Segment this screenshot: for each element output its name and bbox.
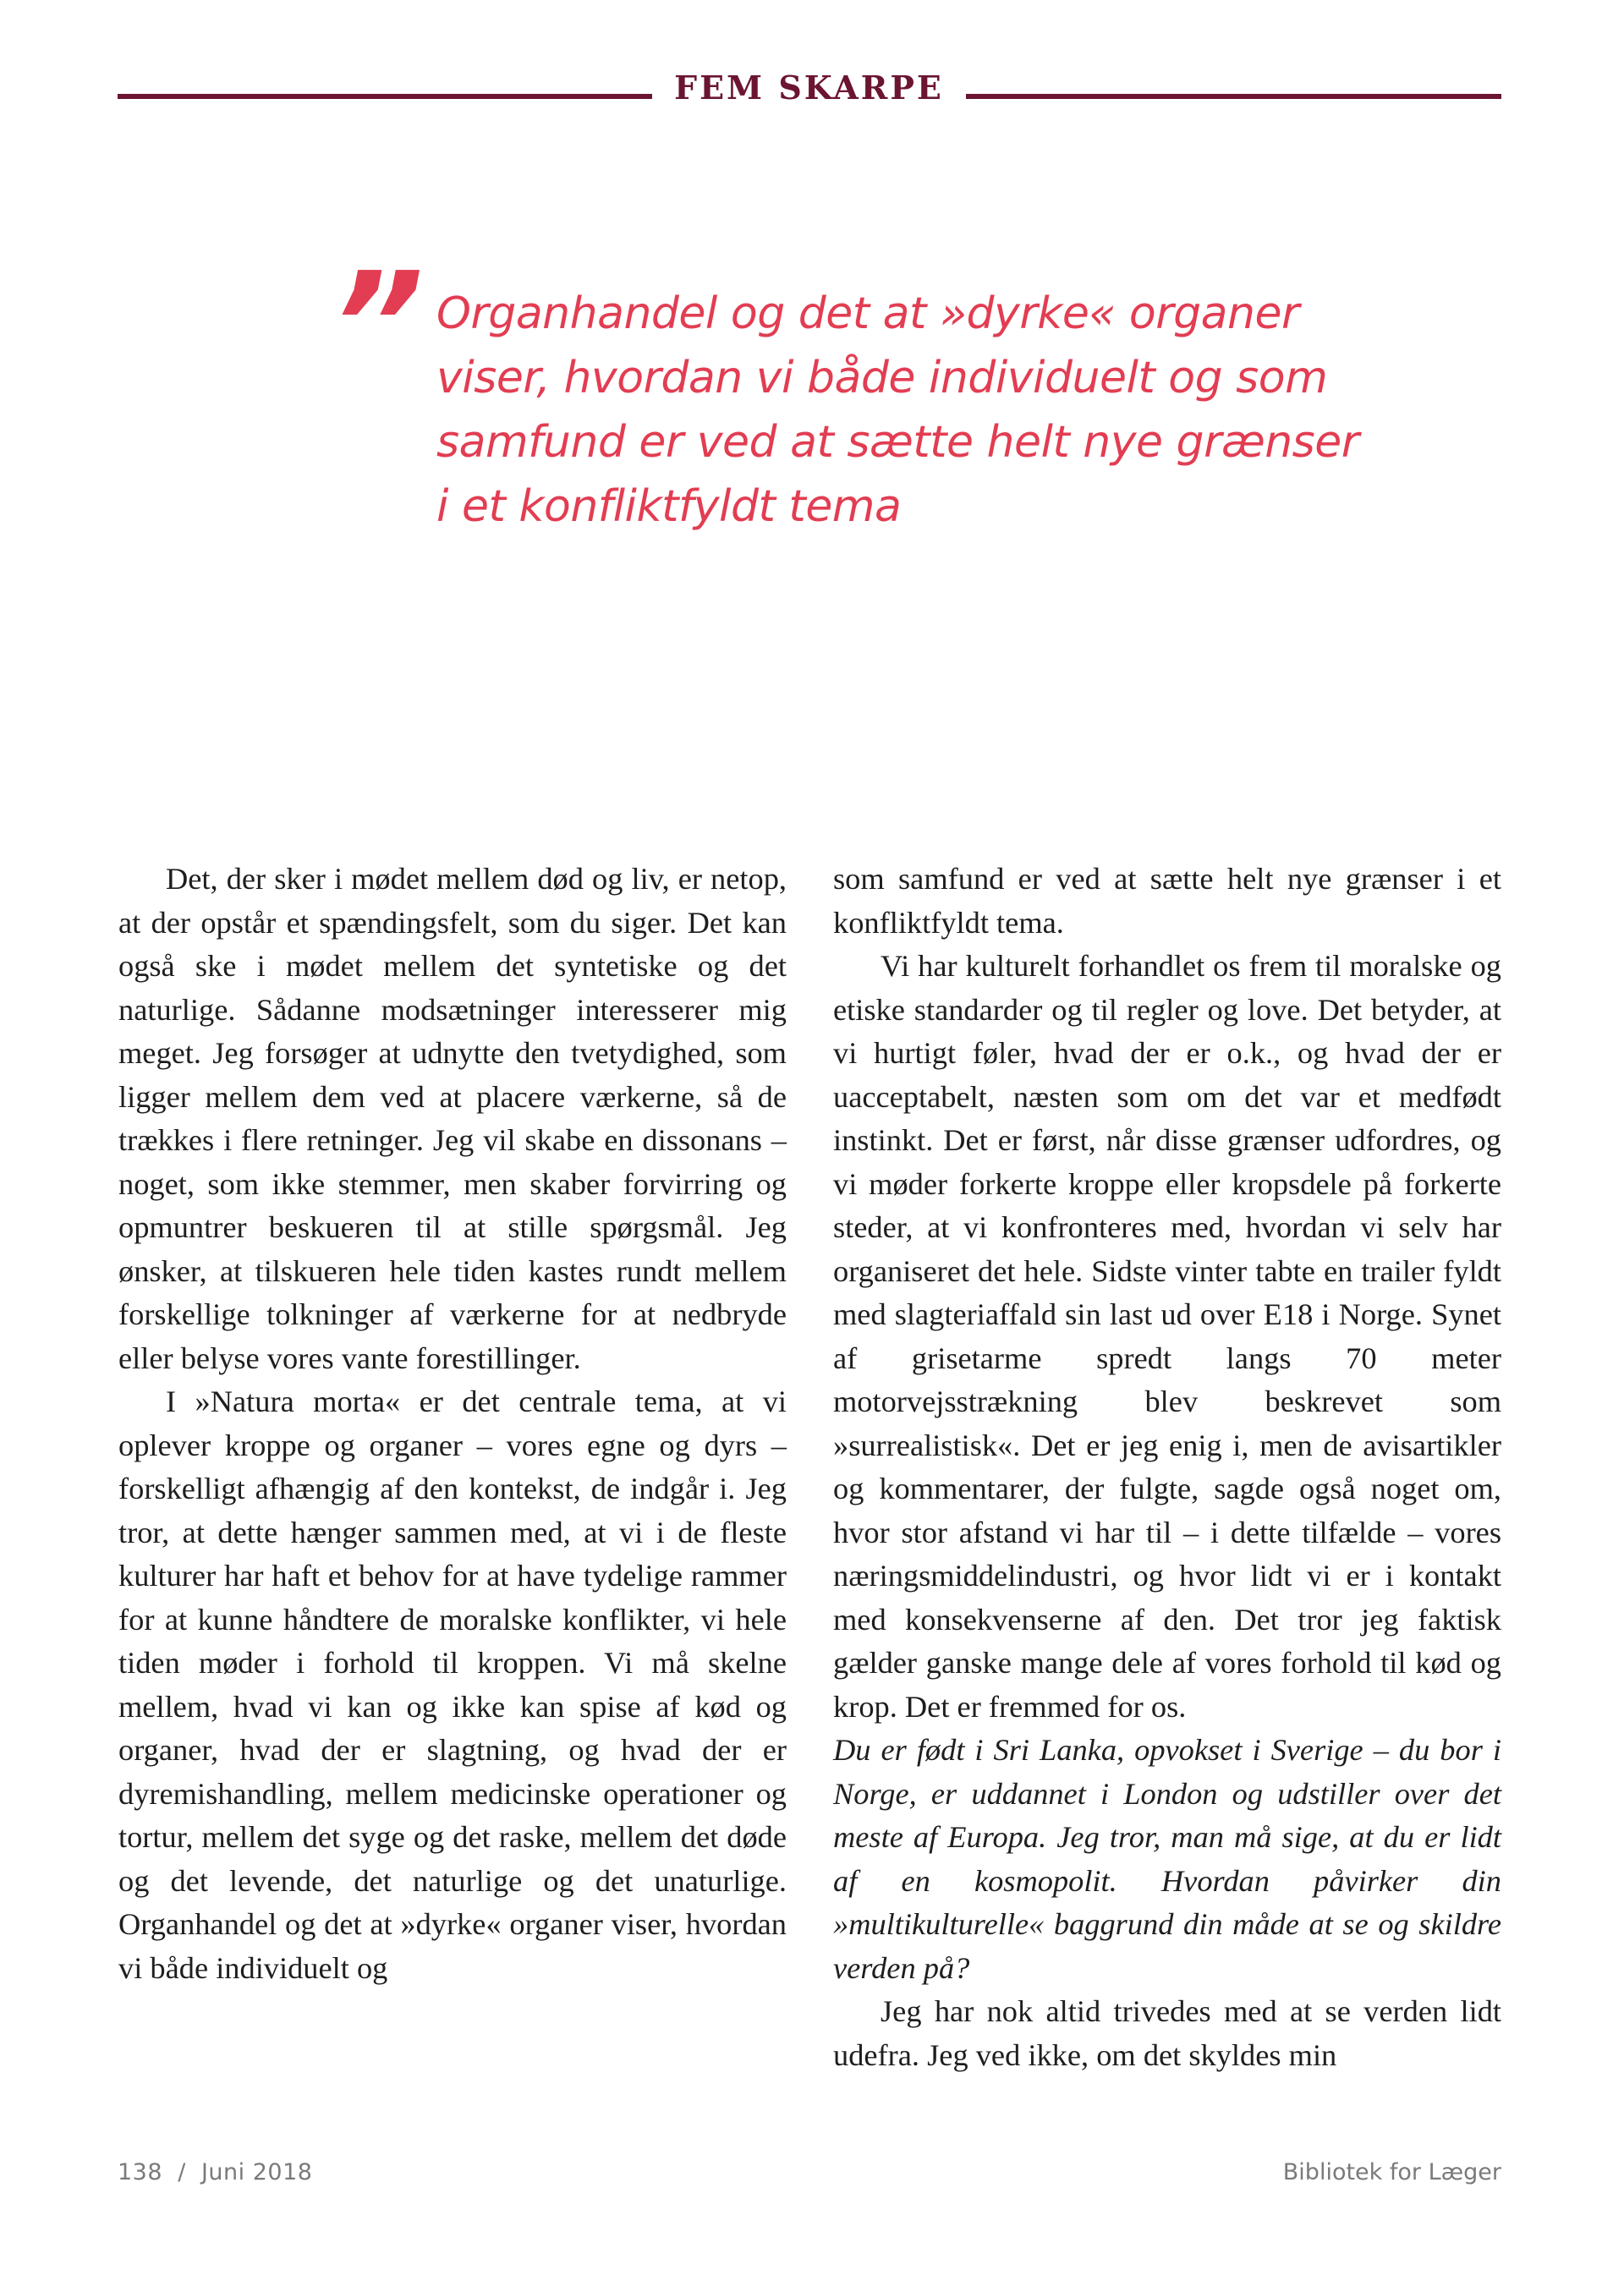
paragraph-continuation: som samfund er ved at sætte helt nye grænser i et konfliktfyldt tema. [833,862,1501,940]
publication-name: Bibliotek for Læger [1282,2159,1501,2185]
paragraph: Vi har kulturelt forhandlet os frem til moralske og etiske standarder og til regler og love. Det betyder, at vi hurtigt føler, hvad der er o.k., og hvad der er uacceptabelt, næsten som om det var et medfødt instinkt. Det er først, når disse grænser udfordres, og vi møder forkerte kroppe eller kropsdele på forkerte steder, at vi konfronteres med, hvordan vi selv har organiseret det hele. Sidste vinter tabte en trailer fyldt med slagteriaffald sin last ud over E18 i Norge. Synet af grisetarme spredt langs 70 meter motorvejsstrækning blev beskrevet som »surrealistisk«. Det er jeg enig i, men de avisartikler og kommentarer, der fulgte, sagde også noget om, hvor stor afstand vi har til – i dette tilfælde – vores næringsmiddelindustri, og hvor lidt vi er i kontakt med konsekvenserne af den. Det tror jeg faktisk gælder ganske mange dele af vores forhold til kød og krop. Det er fremmed for os. [833,949,1501,1724]
pull-quote: Organhandel og det at »dyrke« organer viser, hvordan vi både individuelt og som samfund er ved at sætte helt nye grænser i et konfliktfyldt tema [436,288,1359,532]
quotation-mark-icon: ” [332,242,425,409]
header-rule-right [966,94,1501,99]
article-column-right [833,858,1501,2077]
paragraph: Det, der sker i mødet mellem død og liv, er netop, at der opstår et spændingsfelt, som du siger. Det kan også ske i mødet mellem det syntetiske og det naturlige. Sådanne modsætninger interesserer mig meget. Jeg forsøger at udnytte den tvetydighed, som ligger mellem dem ved at placere værkerne, så de trækkes i flere retninger. Jeg vil skabe en dissonans – noget, som ikke stemmer, men skaber forvirring og opmuntrer beskueren til at stille spørgsmål. Jeg ønsker, at tilskueren hele tiden kastes rundt mellem forskellige tolkninger af værkerne for at nedbryde eller belyse vores vante forestillinger. [118,862,787,1375]
page-info: 138 / Juni 2018 [118,2159,313,2185]
paragraph: I »Natura morta« er det centrale tema, at vi oplever kroppe og organer – vores egne og dyrs – forskelligt afhængig af den kontekst, de indgår i. Jeg tror, at dette hænger sammen med, at vi i de fleste kulturer har haft et behov for at have tydelige rammer for at kunne håndtere de moralske konflikter, vi hele tiden møder i forhold til kroppen. Vi må skelne mellem, hvad vi kan og ikke kan spise af kød og organer, hvad der er slagtning, og hvad der er dyremishandling, mellem medicinske operationer og tortur, mellem det syge og det raske, mellem det døde og det levende, det naturlige og det unaturlige. Organhandel og det at »dyrke« organer viser, hvordan vi både individuelt og [118,1385,787,1985]
article-column-left [118,858,787,1990]
interview-question: Du er født i Sri Lanka, opvokset i Sverige – du bor i Norge, er uddannet i London og udstiller over det meste af Europa. Jeg tror, man må sige, at du er lidt af en kosmopolit. Hvordan påvirker din »multikulturelle« baggrund din måde at se og skildre verden på? [833,1733,1501,1985]
header-rule-left [118,94,652,99]
section-title: FEM SKARPE [674,69,944,107]
paragraph: Jeg har nok altid trivedes med at se verden lidt udefra. Jeg ved ikke, om det skyldes min [833,1994,1501,2072]
